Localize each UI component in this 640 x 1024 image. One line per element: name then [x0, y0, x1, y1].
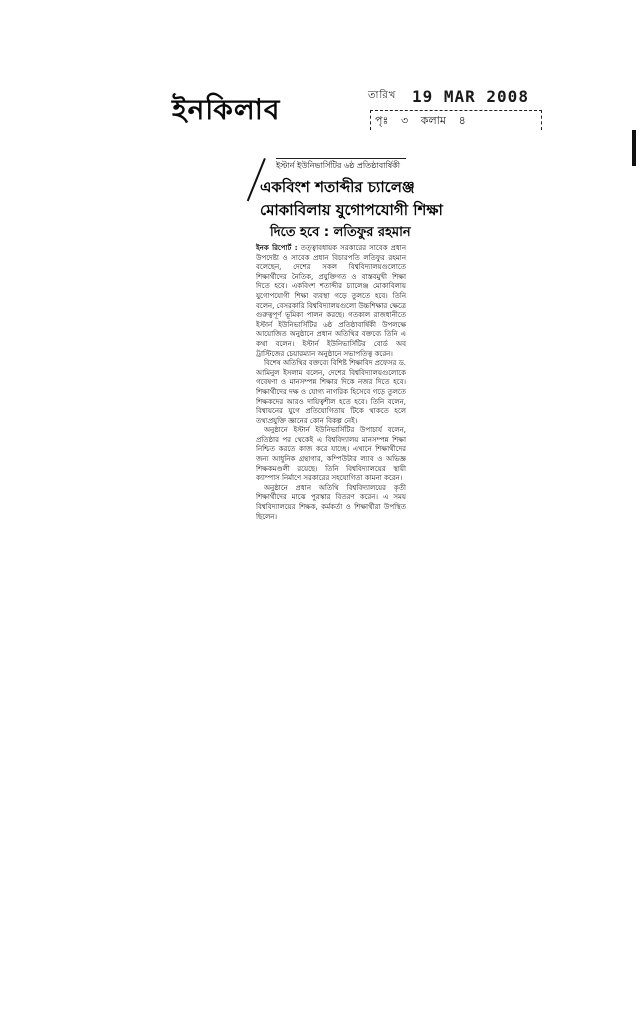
article-body: [256, 244, 406, 916]
article-paragraph: অনুষ্ঠানে প্রধান অতিথি বিশ্ববিদ্যালয়ের কৃতী শিক্ষার্থীদের মাঝে পুরস্কার বিতরণ করেন। এ সময় বিশ্ববিদ্যালয়ের শিক্ষক, কর্মকর্তা ও শিক্ষার্থীরা উপস্থিত ছিলেন।: [256, 483, 406, 521]
article-paragraph: অনুষ্ঠানে ইস্টার্ন ইউনিভার্সিটির উপাচার্য বলেন, প্রতিষ্ঠার পর থেকেই এ বিশ্ববিদ্যালয় মানসম্পন্ন শিক্ষা নিশ্চিত করতে কাজ করে যাচ্ছে। এখানে শিক্ষার্থীদের জন্য আধুনিক গ্রন্থাগার, কম্পিউটার ল্যাব ও অভিজ্ঞ শিক্ষকমণ্ডলী রয়েছে। তিনি বিশ্ববিদ্যালয়ের স্থায়ী ক্যাম্পাস নির্মাণে সরকারের সহযোগিতা কামনা করেন।: [256, 426, 406, 483]
stamp-page-label: পৃঃ: [375, 114, 389, 127]
article-paragraph-text: তত্ত্বাবধায়ক সরকারের সাবেক প্রধান উপদেষ্টা ও সাবেক প্রধান বিচারপতি লতিফুর রহমান বলেছেন, দেশের সকল বিশ্ববিদ্যালয়গুলোতে শিক্ষার্থীদের নৈতিক, প্রযুক্তিগত ও বাস্তবমুখী শিক্ষা দিতে হবে। একবিংশ শতাব্দীর চ্যালেঞ্জ মোকাবিলায় যুগোপযোগী শিক্ষা ব্যবস্থা গড়ে তুলতে হবে। তিনি বলেন, বেসরকারি বিশ্ববিদ্যালয়গুলো উচ্চশিক্ষার ক্ষেত্রে গুরুত্বপূর্ণ ভূমিকা পালন করছে। গতকাল রাজধানীতে ইস্টার্ন ইউনিভার্সিটির ৬ষ্ঠ প্রতিষ্ঠাবার্ষিকী উপলক্ষে আয়োজিত অনুষ্ঠানে প্রধান অতিথির বক্তব্যে তিনি এ কথা বলেন। ইস্টার্ন ইউনিভার্সিটির বোর্ড অব ট্রাস্টিজের চেয়ারম্যান অনুষ্ঠানে সভাপতিত্ব করেন।: [256, 244, 407, 358]
headline-line-3: দিতে হবে : লতিফুর রহমান: [270, 225, 411, 240]
newspaper-masthead-logo: ইনকিলাব: [172, 93, 281, 126]
date-stamp: [368, 86, 548, 136]
headline-line-1: একবিংশ শতাব্দীর চ্যালেঞ্জ: [260, 178, 415, 196]
headline-line-2: মোকাবিলায় যুগোপযোগী শিক্ষা: [260, 201, 443, 219]
stamp-column-label: কলাম: [420, 114, 446, 127]
stamp-date-label: তারিখ: [368, 90, 397, 101]
article-paragraph: [256, 244, 406, 359]
article-paragraph: বিশেষ অতিথির বক্তব্যে বিশিষ্ট শিক্ষাবিদ প্রফেসর ড. আমিনুল ইসলাম বলেন, দেশের বিশ্ববিদ্যালয়গুলোকে গবেষণা ও মানসম্পন্ন শিক্ষার দিকে নজর দিতে হবে। শিক্ষার্থীদের দক্ষ ও যোগ্য নাগরিক হিসেবে গড়ে তুলতে শিক্ষকদের আরও দায়িত্বশীল হতে হবে। তিনি বলেন, বিশ্বায়নের যুগে প্রতিযোগিতায় টিকে থাকতে হলে তথ্যপ্রযুক্তি জ্ঞানের কোন বিকল্প নেই।: [256, 359, 406, 425]
article-kicker: ইস্টার্ন ইউনিভার্সিটির ৬ষ্ঠ প্রতিষ্ঠাবার্ষিকী: [276, 158, 406, 173]
stamp-page-column-row: [370, 110, 542, 130]
stamp-page-number: ৩: [400, 114, 409, 127]
article-dateline: ইনক রিপোর্ট :: [256, 244, 298, 252]
stamp-column-number: ৪: [458, 114, 466, 127]
stamp-date: 19 MAR 2008: [411, 87, 529, 106]
news-article-clipping: [254, 156, 443, 918]
stamp-date-row: [368, 86, 548, 108]
scan-edge-mark: [632, 130, 636, 166]
